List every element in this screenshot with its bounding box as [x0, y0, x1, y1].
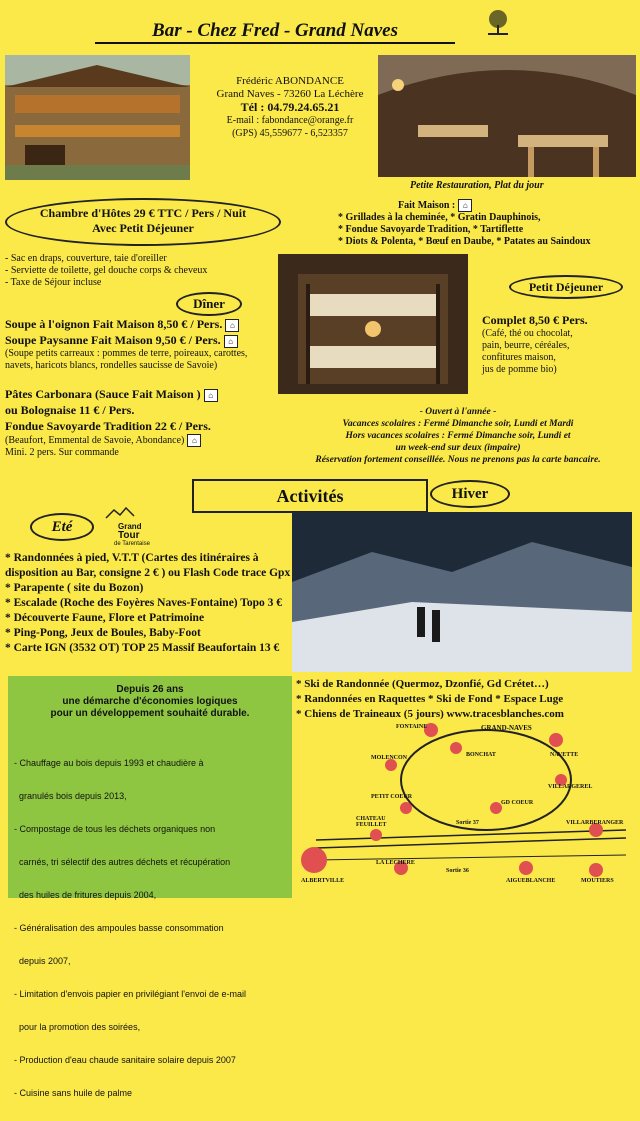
soupe-desc: navets, haricots blancs, rondelles saucisse de Savoie): [5, 360, 218, 371]
list-item: - Taxe de Séjour incluse: [5, 277, 102, 288]
fondue-desc: (Beaufort, Emmental de Savoie, Abondance) ⌂: [5, 434, 277, 447]
map-label: BONCHAT: [466, 752, 496, 758]
list-item: - Production d'eau chaude sanitaire solaire depuis 2007: [14, 1055, 236, 1065]
petit-dejeuner-block: [482, 312, 632, 376]
list-item: - Chauffage au bois depuis 1993 et chaudière à: [14, 758, 204, 768]
restaurant-caption: Petite Restauration, Plat du jour: [410, 180, 544, 191]
list-item: pour la promotion des soirées,: [14, 1022, 141, 1032]
petit-dejeuner-price: Complet 8,50 € Pers.: [482, 313, 588, 327]
list-item: * Ping-Pong, Jeux de Boules, Baby-Foot: [5, 627, 201, 639]
gps: (GPS) 45,559677 - 6,523357: [232, 128, 348, 139]
soupe-oignon: Soupe à l'oignon Fait Maison 8,50 € / Pers. ⌂: [5, 316, 277, 332]
page-title: Bar - Chez Fred - Grand Naves: [152, 20, 398, 41]
list-item: carnés, tri sélectif des autres déchets et récupération: [14, 857, 231, 867]
ete-label: Eté: [30, 513, 94, 541]
house-icon: ⌂: [225, 319, 239, 332]
title-underline: [95, 42, 455, 44]
map-label: NAVETTE: [550, 752, 579, 758]
ski-photo: [292, 512, 632, 672]
map-label: MOLENCON: [371, 755, 407, 761]
fondue: Fondue Savoyarde Tradition 22 € / Pers.: [5, 419, 211, 433]
list-item: * Parapente ( site du Bozon): [5, 582, 144, 594]
fait-maison-block: [338, 199, 638, 248]
eco-box: [8, 676, 292, 1098]
list-item: granulés bois depuis 2013,: [14, 791, 127, 801]
list-item: - Cuisine sans huile de palme: [14, 1088, 133, 1098]
list-item: - Compostage de tous les déchets organiques non: [14, 824, 216, 834]
list-item: disposition au Bar, consigne 2 € ) ou Flash Code trace Gpx: [5, 567, 291, 579]
logo-text: de Tarentaise: [114, 541, 150, 547]
phone: Tél : 04.79.24.65.21: [240, 100, 340, 114]
fait-maison-item: * Grillades à la cheminée, * Gratin Dauphinois,: [338, 212, 541, 223]
logo-text: Tour: [118, 530, 140, 541]
ete-list: [5, 551, 295, 656]
list-item: pain, beurre, céréales,: [482, 340, 570, 351]
fondue-mini: Mini. 2 pers. Sur commande: [5, 447, 119, 458]
diner-label: Dîner: [176, 292, 242, 316]
list-item: (Café, thé ou chocolat,: [482, 328, 573, 339]
activites-banner: Activités: [192, 479, 428, 513]
house-icon: ⌂: [458, 199, 472, 212]
petit-dejeuner-label: Petit Déjeuner: [509, 275, 623, 299]
fait-maison-item: * Fondue Savoyarde Tradition, * Tartiflette: [338, 224, 524, 235]
address: Grand Naves - 73260 La Léchère: [216, 88, 364, 100]
map-label: AIGUEBLANCHE: [506, 878, 556, 884]
chambre-price: Chambre d'Hôtes 29 € TTC / Pers / Nuit: [39, 206, 247, 220]
map-label: GD COEUR: [501, 800, 534, 806]
list-item: * Chiens de Traineaux (5 jours) www.tracesblanches.com: [296, 708, 564, 720]
soupe-desc: (Soupe petits carreaux : pommes de terre, poireaux, carottes,: [5, 348, 248, 359]
chambre-breakfast: Avec Petit Déjeuner: [92, 221, 194, 235]
list-item: * Ski de Randonnée (Quermoz, Dzonfié, Gd Crétet…): [296, 678, 549, 690]
eco-list: [14, 736, 286, 1121]
contact-block: [200, 75, 380, 140]
list-item: des huiles de fritures depuis 2004,: [14, 890, 157, 900]
map-label: PETIT COEUR: [371, 794, 413, 800]
list-item: - Serviette de toilette, gel douche corps & cheveux: [5, 265, 208, 276]
map-label: GRAND-NAVES: [481, 724, 532, 732]
list-item: * Randonnées en Raquettes * Ski de Fond * Espace Luge: [296, 693, 564, 705]
hours-line: un week-end sur deux (impaire): [395, 443, 521, 453]
map-label: FONTAINE: [396, 724, 428, 730]
list-item: depuis 2007,: [14, 956, 71, 966]
list-item: confitures maison,: [482, 352, 556, 363]
map-label: ALBERTVILLE: [301, 878, 345, 884]
eco-heading: Depuis 26 ans une démarche d'économies logiques pour un développement souhaité durable.: [50, 684, 250, 719]
pates-carbonara: Pâtes Carbonara (Sauce Fait Maison ) ⌂: [5, 386, 277, 402]
hours-line: - Ouvert à l'année -: [419, 407, 497, 417]
hours-line: Réservation fortement conseillée. Nous ne prenons pas la carte bancaire.: [315, 455, 601, 465]
email: E-mail : fabondance@orange.fr: [226, 115, 354, 126]
hiver-list: [296, 677, 636, 722]
logo-text: Grand: [118, 522, 142, 531]
house-icon: ⌂: [187, 434, 201, 447]
tree-logo-icon: [480, 8, 516, 38]
list-item: - Limitation d'envois papier en privilégiant l'envoi de e-mail: [14, 989, 247, 999]
location-map: [296, 720, 636, 905]
pates-bolognaise: ou Bolognaise 11 € / Pers.: [5, 403, 135, 417]
house-icon: ⌂: [224, 335, 238, 348]
bunk-room-photo: [278, 254, 468, 394]
map-label: VILLARGEREL: [548, 784, 593, 790]
map-label: MOUTIERS: [581, 878, 614, 884]
map-label: Sortie 37: [456, 820, 479, 826]
list-item: * Découverte Faune, Flore et Patrimoine: [5, 612, 205, 624]
list-item: - Généralisation des ampoules basse consommation: [14, 923, 224, 933]
map-label: CHATEAU FEUILLET: [356, 816, 387, 828]
list-item: - Sac en draps, couverture, taie d'oreiller: [5, 253, 167, 264]
list-item: jus de pomme bio): [482, 364, 557, 375]
restaurant-photo: [378, 55, 636, 177]
house-icon: ⌂: [204, 389, 218, 402]
hours-line: Vacances scolaires : Fermé Dimanche soir, Lundi et Mardi: [342, 419, 574, 429]
diner-menu: [5, 316, 277, 459]
map-label: Sortie 36: [446, 868, 469, 874]
grand-tour-logo: [104, 506, 162, 546]
map-label: LA LECHERE: [376, 860, 415, 866]
fait-maison-item: * Diots & Polenta, * Bœuf en Daube, * Patates au Saindoux: [338, 236, 591, 247]
map-label: VILLARBERANGER: [566, 820, 624, 826]
included-list: [5, 253, 275, 289]
soupe-paysanne: Soupe Paysanne Fait Maison 9,50 € / Pers. ⌂: [5, 332, 277, 348]
list-item: * Carte IGN (3532 OT) TOP 25 Massif Beaufortain 13 €: [5, 642, 280, 654]
list-item: * Escalade (Roche des Foyères Naves-Fontaine) Topo 3 €: [5, 597, 283, 609]
chalet-photo: [5, 55, 190, 180]
owner-name: Frédéric ABONDANCE: [236, 75, 344, 87]
opening-hours: [280, 406, 636, 466]
list-item: * Randonnées à pied, V.T.T (Cartes des itinéraires à: [5, 552, 259, 564]
hiver-label: Hiver: [430, 480, 510, 508]
chambre-oval: [5, 198, 281, 246]
hours-line: Hors vacances scolaires : Fermé Dimanche soir, Lundi et: [345, 431, 571, 441]
fait-maison-heading: Fait Maison : ⌂: [338, 199, 638, 212]
